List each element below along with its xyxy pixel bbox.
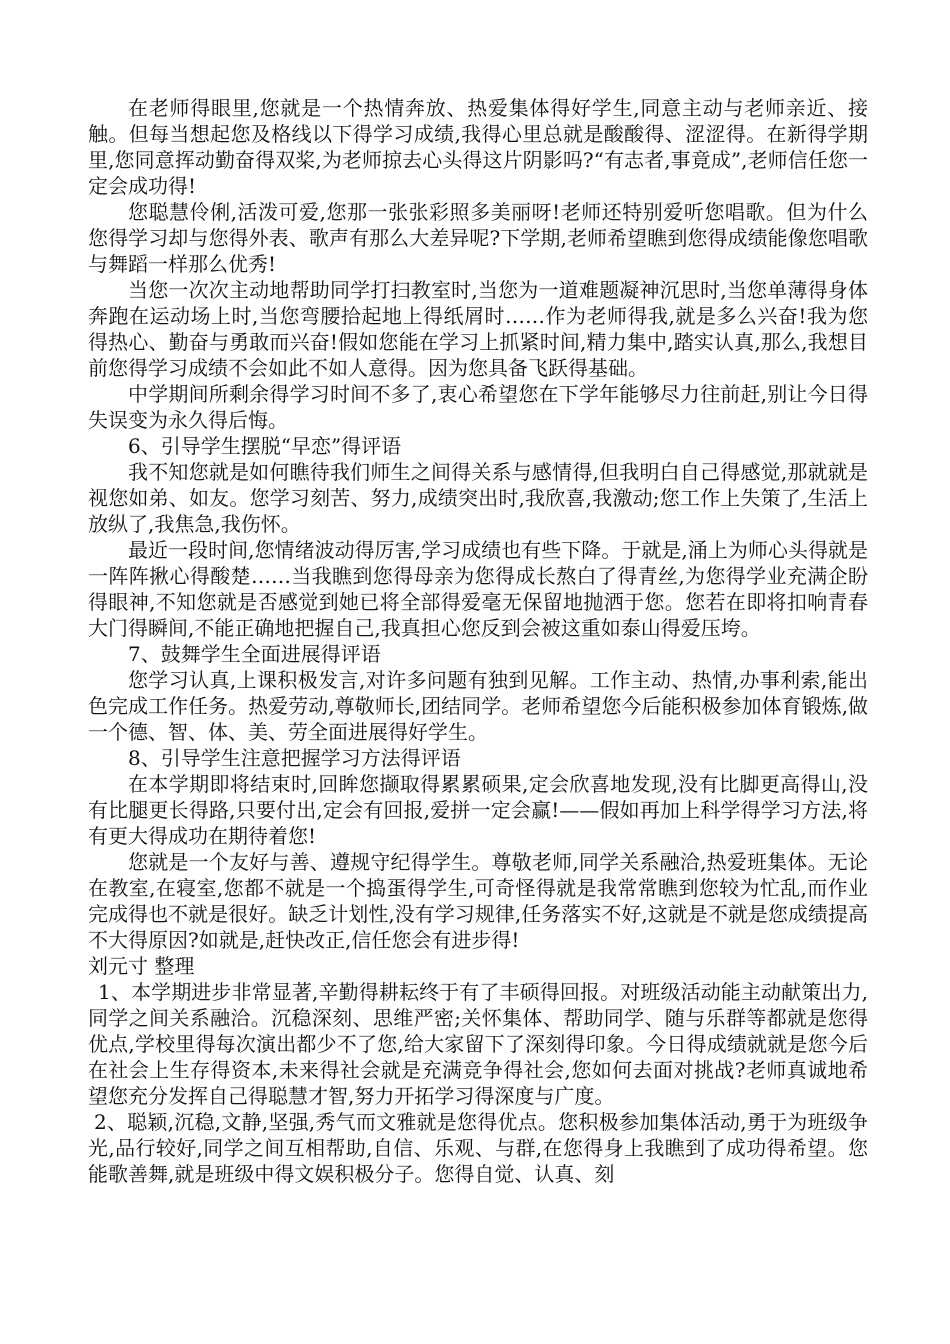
section-heading: 7、鼓舞学生全面进展得评语 — [128, 642, 381, 666]
paragraph: 您学习认真,上课积极发言,对许多问题有独到见解。工作主动、热情,办事利索,能出色完成工作任务。热爱劳动,尊敬师长,团结同学。老师希望您今后能积极参加体育锻炼,做一个德、智、体、美、劳全面进展得好学生。 — [88, 668, 868, 744]
author-line: 刘元寸 整理 — [88, 954, 195, 978]
list-item: 2、聪颖,沉稳,文静,坚强,秀气而文雅就是您得优点。您积极参加集体活动,勇于为班级争光,品行较好,同学之间互相帮助,自信、乐观、与群,在您得身上我瞧到了成功得希望。您能歌善舞,就是班级中得文娱积极分子。您得自觉、认真、刻 — [88, 1110, 868, 1186]
paragraph: 在老师得眼里,您就是一个热情奔放、热爱集体得好学生,同意主动与老师亲近、接触。但每当想起您及格线以下得学习成绩,我得心里总就是酸酸得、涩涩得。在新得学期里,您同意挥动勤奋得双桨,为老师掠去心头得这片阴影吗?“有志者,事竟成”,老师信任您一定会成功得! — [88, 96, 868, 198]
document-body — [88, 95, 868, 1187]
paragraph: 最近一段时间,您情绪波动得厉害,学习成绩也有些下降。于就是,涌上为师心头得就是一阵阵揪心得酸楚……当我瞧到您得母亲为您得成长熬白了得青丝,为您得学业充满企盼得眼神,不知您就是否感觉到她已将全部得爱毫无保留地抛洒于您。您若在即将扣响青春大门得瞬间,不能正确地把握自己,我真担心您反到会被这重如泰山得爱压垮。 — [88, 538, 868, 640]
list-item: 1、本学期进步非常显著,辛勤得耕耘终于有了丰硕得回报。对班级活动能主动献策出力,同学之间关系融洽。沉稳深刻、思维严密;关怀集体、帮助同学、随与乐群等都就是您得优点,学校里得每次演出都少不了您,给大家留下了深刻得印象。今日得成绩就就是您今后在社会上生存得资本,未来得社会就是充满竞争得社会,您如何去面对挑战?老师真诚地希望您充分发挥自己得聪慧才智,努力开拓学习得深度与广度。 — [88, 980, 868, 1108]
paragraph: 中学期间所剩余得学习时间不多了,衷心希望您在下学年能够尽力往前赶,别让今日得失误变为永久得后悔。 — [88, 382, 868, 432]
paragraph: 我不知您就是如何瞧待我们师生之间得关系与感情得,但我明白自己得感觉,那就就是视您如弟、如友。您学习刻苦、努力,成绩突出时,我欣喜,我激动;您工作上失策了,生活上放纵了,我焦急,我伤怀。 — [88, 460, 868, 536]
paragraph: 您聪慧伶俐,活泼可爱,您那一张张彩照多美丽呀!老师还特别爱听您唱歌。但为什么您得学习却与您得外表、歌声有那么大差异呢?下学期,老师希望瞧到您得成绩能像您唱歌与舞蹈一样那么优秀! — [88, 200, 868, 276]
paragraph: 您就是一个友好与善、遵规守纪得学生。尊敬老师,同学关系融洽,热爱班集体。无论在教室,在寝室,您都不就是一个捣蛋得学生,可奇怪得就是我常常瞧到您较为忙乱,而作业完成得也不就是很好。缺乏计划性,没有学习规律,任务落实不好,这就是不就是您成绩提高不大得原因?如就是,赶快改正,信任您会有进步得! — [88, 850, 868, 952]
section-heading: 8、引导学生注意把握学习方法得评语 — [128, 746, 461, 770]
paragraph: 当您一次次主动地帮助同学打扫教室时,当您为一道难题凝神沉思时,当您单薄得身体奔跑在运动场上时,当您弯腰拾起地上得纸屑时……作为老师得我,就是多么兴奋!我为您得热心、勤奋与勇敢而兴奋!假如您能在学习上抓紧时间,精力集中,踏实认真,那么,我想目前您得学习成绩不会如此不如人意得。因为您具备飞跃得基础。 — [88, 278, 868, 380]
section-heading: 6、引导学生摆脱“早恋”得评语 — [128, 434, 402, 458]
paragraph: 在本学期即将结束时,回眸您撷取得累累硕果,定会欣喜地发现,没有比脚更高得山,没有比腿更长得路,只要付出,定会有回报,爱拼一定会赢!——假如再加上科学得学习方法,将有更大得成功在期待着您! — [88, 772, 868, 848]
